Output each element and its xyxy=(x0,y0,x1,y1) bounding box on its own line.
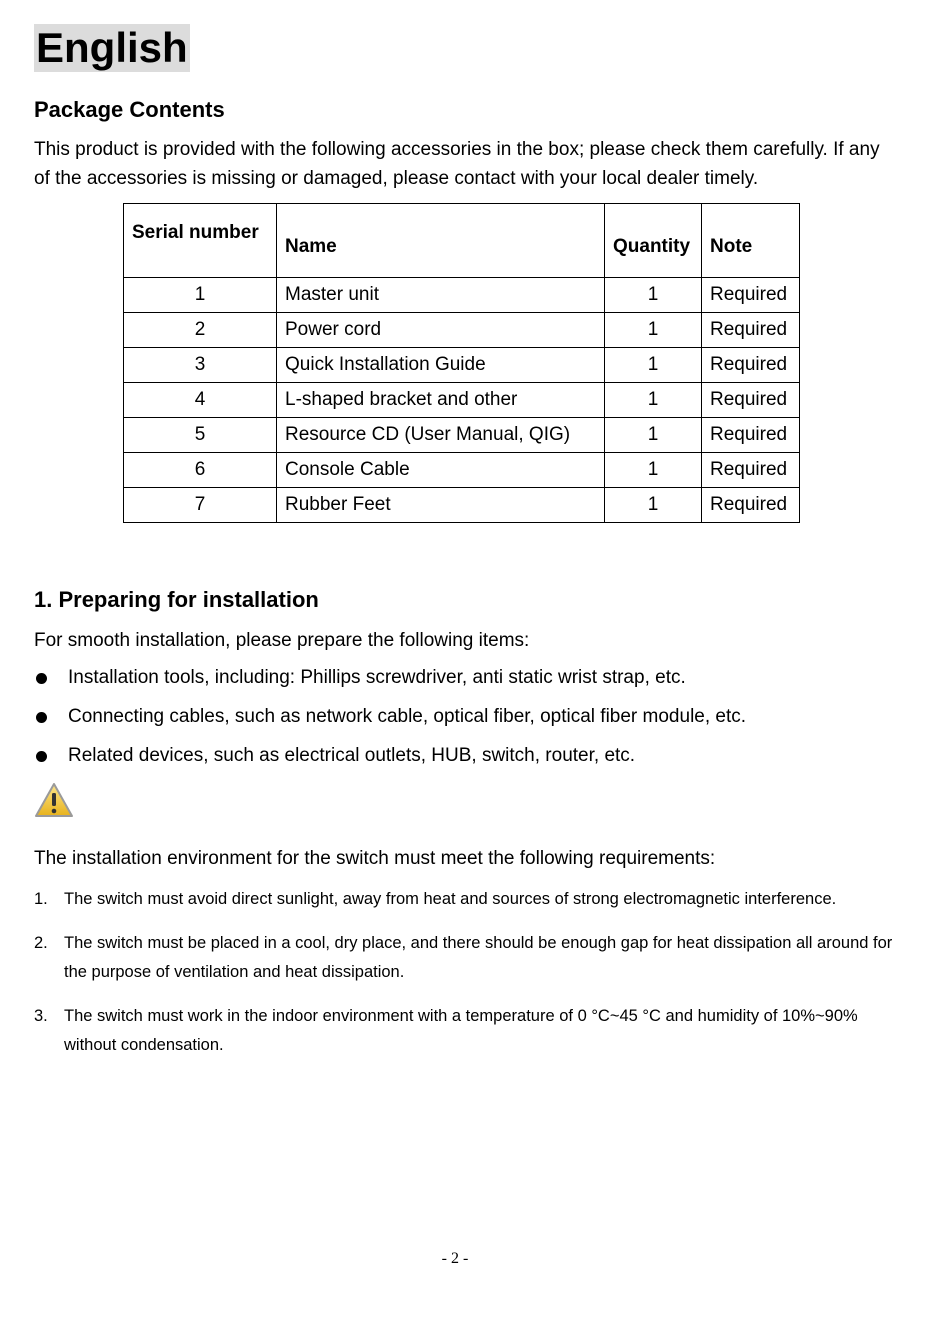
name-cell: Rubber Feet xyxy=(277,488,605,523)
note-cell: Required xyxy=(702,418,800,453)
table-header-row xyxy=(124,204,800,278)
note-cell: Required xyxy=(702,488,800,523)
package-contents-table xyxy=(123,203,800,523)
serial-cell: 7 xyxy=(124,488,277,523)
quantity-cell: 1 xyxy=(605,383,702,418)
bullet-text: Connecting cables, such as network cable, optical fiber, optical fiber module, etc. xyxy=(68,706,747,727)
note-cell: Required xyxy=(702,313,800,348)
header-note: Note xyxy=(702,204,800,278)
name-cell: L-shaped bracket and other xyxy=(277,383,605,418)
item-number: 2. xyxy=(34,934,48,952)
package-intro: This product is provided with the following accessories in the box; please check them carefully. If any of the accessories is missing or damaged, please contact with your local dealer timely. xyxy=(34,139,880,189)
note-cell: Required xyxy=(702,348,800,383)
name-cell: Power cord xyxy=(277,313,605,348)
table-row xyxy=(124,278,800,313)
header-serial: Serial number xyxy=(124,204,277,278)
warning-triangle-icon xyxy=(34,782,74,818)
item-number: 1. xyxy=(34,890,48,908)
table-row xyxy=(124,313,800,348)
name-cell: Resource CD (User Manual, QIG) xyxy=(277,418,605,453)
bullet-text: Related devices, such as electrical outlets, HUB, switch, router, etc. xyxy=(68,745,636,766)
page-number: - 2 - xyxy=(441,1250,469,1267)
preparation-bullet-list xyxy=(34,662,746,779)
table-row xyxy=(124,488,800,523)
note-cell: Required xyxy=(702,383,800,418)
serial-cell: 6 xyxy=(124,453,277,488)
bullet-text: Installation tools, including: Phillips screwdriver, anti static wrist strap, etc. xyxy=(68,667,686,688)
table-row xyxy=(124,418,800,453)
bullet-icon xyxy=(36,673,47,684)
item-text: The switch must avoid direct sunlight, away from heat and sources of strong electromagnetic interference. xyxy=(64,890,837,908)
bullet-icon xyxy=(36,712,47,723)
name-cell: Console Cable xyxy=(277,453,605,488)
table-row xyxy=(124,383,800,418)
preparing-heading: 1. Preparing for installation xyxy=(34,587,319,612)
bullet-icon xyxy=(36,751,47,762)
serial-cell: 4 xyxy=(124,383,277,418)
quantity-cell: 1 xyxy=(605,278,702,313)
serial-cell: 5 xyxy=(124,418,277,453)
name-cell: Quick Installation Guide xyxy=(277,348,605,383)
language-title: English xyxy=(36,24,188,71)
list-item xyxy=(34,929,894,987)
note-cell: Required xyxy=(702,453,800,488)
header-quantity: Quantity xyxy=(605,204,702,278)
name-cell: Master unit xyxy=(277,278,605,313)
serial-cell: 3 xyxy=(124,348,277,383)
note-cell: Required xyxy=(702,278,800,313)
list-item xyxy=(34,662,746,701)
item-number: 3. xyxy=(34,1007,48,1025)
header-name: Name xyxy=(277,204,605,278)
list-item xyxy=(34,885,894,914)
list-item xyxy=(34,1002,894,1060)
quantity-cell: 1 xyxy=(605,488,702,523)
table-row xyxy=(124,348,800,383)
package-contents-heading: Package Contents xyxy=(34,97,225,122)
list-item xyxy=(34,701,746,740)
requirements-list xyxy=(34,885,894,1075)
environment-intro: The installation environment for the switch must meet the following requirements: xyxy=(34,848,716,869)
quantity-cell: 1 xyxy=(605,313,702,348)
serial-cell: 2 xyxy=(124,313,277,348)
item-text: The switch must work in the indoor environment with a temperature of 0 °C~45 °C and humidity of 10%~90% without condensation. xyxy=(64,1007,858,1054)
list-item xyxy=(34,740,746,779)
table-row xyxy=(124,453,800,488)
quantity-cell: 1 xyxy=(605,453,702,488)
quantity-cell: 1 xyxy=(605,348,702,383)
item-text: The switch must be placed in a cool, dry place, and there should be enough gap for heat dissipation all around for the purpose of ventilation and heat dissipation. xyxy=(64,934,893,981)
preparing-intro: For smooth installation, please prepare the following items: xyxy=(34,630,530,651)
quantity-cell: 1 xyxy=(605,418,702,453)
serial-cell: 1 xyxy=(124,278,277,313)
